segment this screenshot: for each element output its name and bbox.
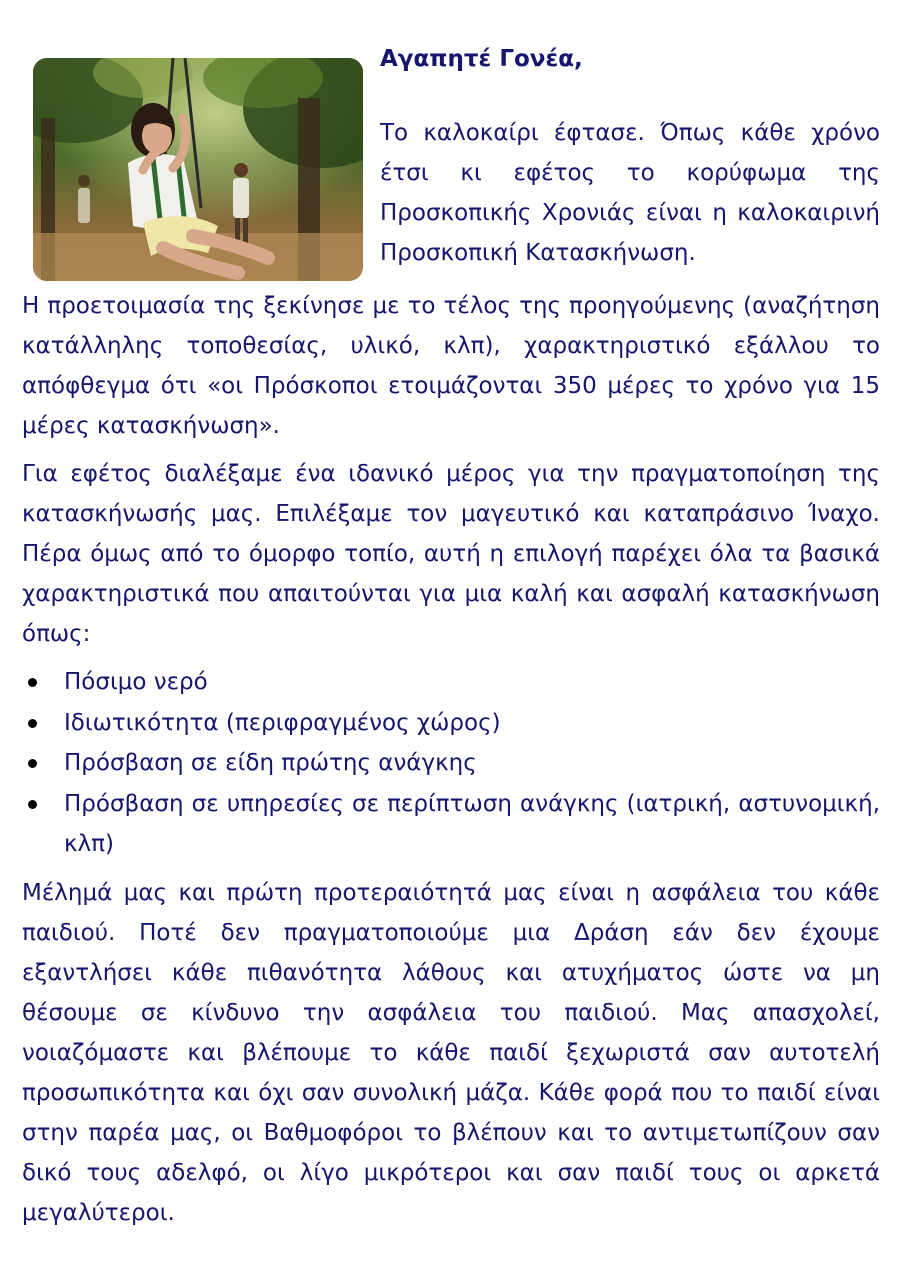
list-item-text: Ιδιωτικότητα (περιφραγμένος χώρος) bbox=[64, 709, 501, 736]
list-item bbox=[22, 743, 880, 784]
list-item-text: Πρόσβαση σε υπηρεσίες σε περίπτωση ανάγκης (ιατρική, αστυνομική, κλπ) bbox=[64, 790, 880, 857]
requirements-list bbox=[22, 662, 880, 865]
letter-body bbox=[22, 286, 880, 1241]
letter-greeting: Αγαπητέ Γονέα, bbox=[380, 46, 583, 72]
scout-swing-photo bbox=[33, 58, 363, 281]
bullet-icon bbox=[28, 678, 37, 687]
list-item bbox=[22, 703, 880, 744]
list-item bbox=[22, 784, 880, 865]
list-item bbox=[22, 662, 880, 703]
bullet-icon bbox=[28, 800, 37, 809]
bullet-icon bbox=[28, 719, 37, 728]
location-paragraph: Για εφέτος διαλέξαμε ένα ιδανικό μέρος για την πραγματοποίηση της κατασκήνωσής μας. Επιλέξαμε τον μαγευτικό και καταπράσινο Ίναχο. Πέρα όμως από το όμορφο τοπίο, αυτή η επιλογή παρέχει όλα τα βασικά χαρακτηριστικά που απαιτούνται για μια καλή και ασφαλή κατασκήνωση όπως: bbox=[22, 461, 880, 647]
list-item-text: Πρόσβαση σε είδη πρώτης ανάγκης bbox=[64, 750, 477, 776]
preparation-paragraph: Η προετοιμασία της ξεκίνησε με το τέλος της προηγούμενης (αναζήτηση κατάλληλης τοποθεσίας, υλικό, κλπ), χαρακτηριστικό εξάλλου το απόφθεγμα ότι «οι Πρόσκοποι ετοιμάζονται 350 μέρες το χρόνο για 15 μέρες κατασκήνωση». bbox=[22, 293, 880, 439]
list-item-text: Πόσιμο νερό bbox=[64, 669, 208, 695]
bullet-icon bbox=[28, 759, 37, 768]
intro-paragraph: Το καλοκαίρι έφτασε. Όπως κάθε χρόνο έτσι κι εφέτος το κορύφωμα της Προσκοπικής Χρονιάς είναι η καλοκαιρινή Προσκοπική Κατασκήνωση. bbox=[380, 120, 880, 266]
safety-paragraph: Μέλημά μας και πρώτη προτεραιότητά μας είναι η ασφάλεια του κάθε παιδιού. Ποτέ δεν πραγματοποιούμε μια Δράση εάν δεν έχουμε εξαντλήσει κάθε πιθανότητα λάθους και ατυχήματος ώστε να μη θέσουμε σε κίνδυνο την ασφάλεια του παιδιού. Μας απασχολεί, νοιαζόμαστε και βλέπουμε το κάθε παιδί ξεχωριστά σαν αυτοτελή προσωπικότητα και όχι σαν συνολική μάζα. Κάθε φορά που το παιδί είναι στην παρέα μας, οι Βαθμοφόροι το βλέπουν και το αντιμετωπίζουν σαν δικό τους αδελφό, οι λίγο μικρότεροι και σαν παιδί τους οι αρκετά μεγαλύτεροι. bbox=[22, 879, 880, 1226]
